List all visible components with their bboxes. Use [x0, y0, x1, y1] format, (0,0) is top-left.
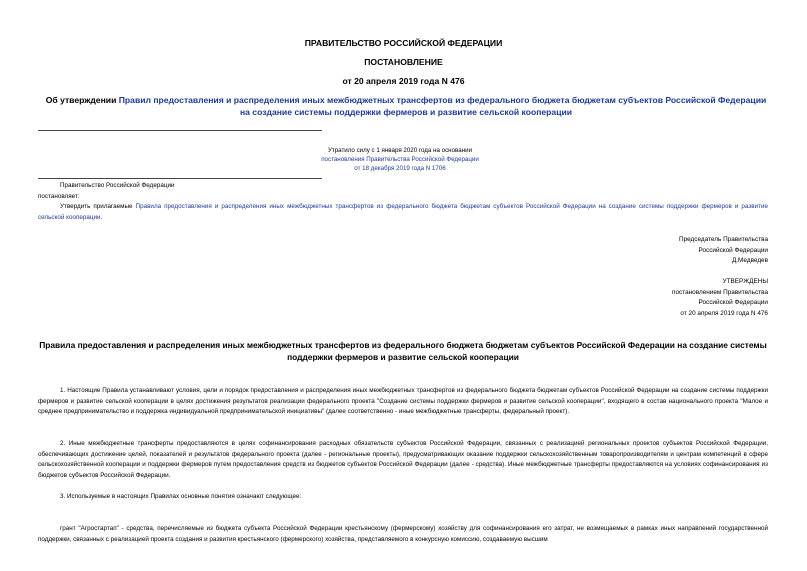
paragraph-1: 1. Настоящие Правила устанавливают условия, цели и порядок предоставления и распределения иных межбюджетных трансфертов из федерального бюджета бюджетам субъектов Российской Федерации на создание системы поддержки фермеров и развитие сельской кооперации в целях достижения результатов реализации федерального проекта "Создание системы поддержки фермеров и развитие сельской кооперации", входящего в состав национального проекта "Малое и среднее предпринимательство и поддержка индивидуальной предпринимательской инициативы" (далее соответственно - иные межбюджетные трансферты, федеральный проект).	[38, 387, 768, 416]
approved-block	[672, 277, 768, 319]
title-prefix: Об утверждении	[45, 95, 119, 105]
divider-bottom	[38, 178, 322, 179]
paragraph-3: 3. Используемые в настоящих Правилах основные понятия означают следующее:	[60, 493, 302, 500]
preamble-line2: постановляет:	[38, 192, 80, 200]
repeal-notice	[200, 146, 600, 173]
signature-line1: Председатель Правительства	[679, 236, 768, 243]
paragraph-2: 2. Иные межбюджетные трансферты предоставляются в целях софинансирования расходных обязательств субъектов Российской Федерации, связанных с реализацией региональных проектов субъектов Российской Федерации, обеспечивающих достижение целей, показателей и результатов федерального проекта (далее - региональные проекты), предусматривающих оказание поддержки сельскохозяйственным товаропроизводителям и центрам компетенций в сфере сельскохозяйственной кооперации и поддержки фермеров путем предоставления средств из бюджетов субъектов Российской Федерации (далее - средства). Иные межбюджетные трансферты предоставляются на условиях софинансирования из бюджетов субъектов Российской Федерации.	[38, 440, 768, 479]
preamble	[38, 181, 768, 202]
signature-block	[679, 235, 768, 267]
rules-title: Правила предоставления и распределения иных межбюджетных трансфертов из федерального бюджета бюджетам субъектов Российской Федерации на создание системы поддержки фермеров и развитие сельской кооперации	[39, 340, 767, 362]
document-title	[44, 94, 768, 118]
approve-link[interactable]: Правила предоставления и распределения иных межбюджетных трансфертов из федерального бюджета бюджетам субъектов Российской Федерации на создание системы поддержки фермеров и развитие сельской кооперации	[38, 203, 768, 221]
divider-top	[38, 130, 322, 131]
signature-line3: Д.Медведев	[731, 257, 768, 264]
signature-line2: Российской Федерации	[698, 246, 768, 254]
approve-suffix: .	[100, 213, 103, 221]
title-link[interactable]: Правил предоставления и распределения иных межбюджетных трансфертов из федерального бюджета бюджетам субъектов Российской Федерации на создание системы поддержки фермеров и развитие сельской кооперации	[118, 95, 767, 117]
repeal-notice-link1[interactable]: постановления Правительства Российской Федерации	[321, 156, 479, 163]
repeal-notice-link2[interactable]: от 18 декабря 2019 года N 1706	[354, 165, 446, 172]
approved-line1: УТВЕРЖДЕНЫ	[722, 278, 768, 285]
approved-line3: Российской Федерации	[698, 299, 768, 306]
repeal-notice-line1: Утратило силу с 1 января 2020 года на основании	[327, 147, 473, 154]
approve-prefix: Утвердить прилагаемые	[60, 203, 136, 210]
approved-line2: постановлением Правительства	[672, 288, 768, 296]
government-heading: ПРАВИТЕЛЬСТВО РОССИЙСКОЙ ФЕДЕРАЦИИ	[304, 38, 503, 48]
paragraph-4: грант "Агростартап" - средства, перечисляемые из бюджета субъекта Российской Федерации крестьянскому (фермерскому) хозяйству для софинансирования его затрат, не возмещаемых в рамках иных направлений государственной поддержки, связанных с реализацией проекта создания и развития крестьянского (фермерского) хозяйства, представляемого в конкурсную комиссию, создаваемую высшим	[38, 525, 768, 543]
approve-paragraph	[38, 202, 768, 223]
preamble-line1: Правительство Российской Федерации	[60, 182, 175, 189]
approved-line4: от 20 апреля 2019 года N 476	[680, 309, 768, 317]
date-number-heading: от 20 апреля 2019 года N 476	[342, 76, 465, 86]
doc-type-heading: ПОСТАНОВЛЕНИЕ	[364, 57, 443, 67]
